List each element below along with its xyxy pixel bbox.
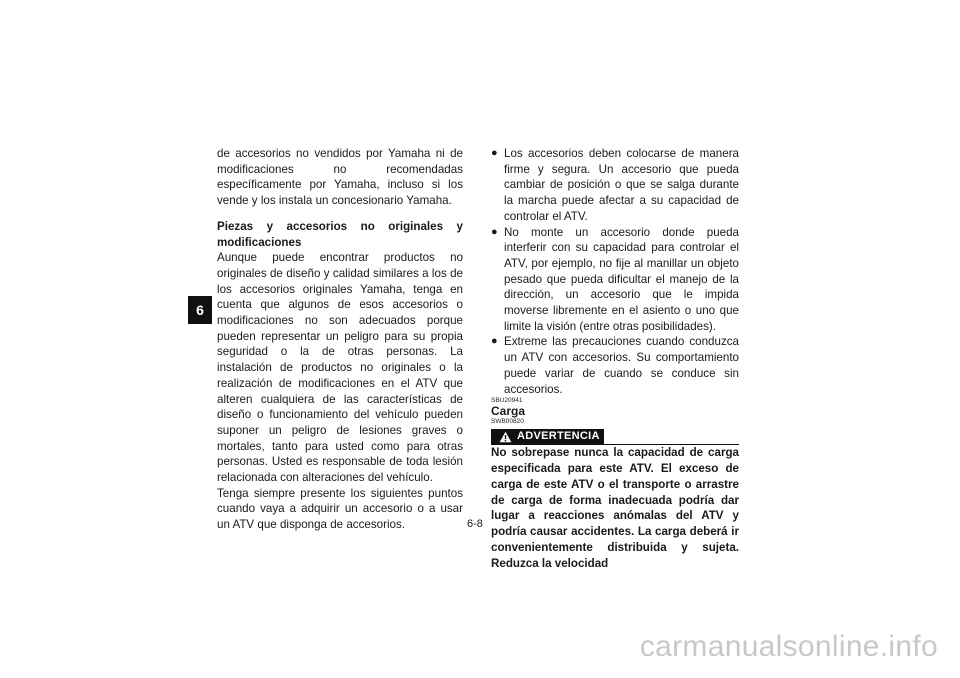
list-item — [491, 146, 739, 225]
chapter-tab: 6 — [188, 296, 212, 324]
bullet-text: Los accesorios deben colocarse de manera firme y segura. Un accesorio que pueda cambiar de posición o que se salga durante la marcha puede afectar a su capacidad de controlar el ATV. — [504, 147, 739, 223]
page-number: 6-8 — [467, 518, 483, 530]
intro-paragraph: de accesorios no vendidos por Yamaha ni de modificaciones no recomendadas específicamente por Yamaha, incluso si los vende y los instala un concesionario Yamaha. — [217, 147, 463, 208]
accessory-bullet-list — [491, 146, 739, 397]
warning-triangle-icon — [499, 431, 512, 443]
watermark: carmanualsonline.info — [639, 630, 938, 663]
right-column — [491, 146, 739, 572]
warning-header — [491, 428, 739, 445]
warning-code: SWB00820 — [491, 418, 524, 426]
bullet-text: Extreme las precauciones cuando conduzca un ATV con accesorios. Su comportamiento puede variar de cuando se conduce sin accesorios. — [504, 335, 739, 396]
warning-label: ADVERTENCIA — [517, 430, 600, 443]
bullet-icon: ● — [491, 335, 498, 348]
bullet-icon: ● — [491, 225, 498, 238]
body-paragraph-2: Tenga siempre presente los siguientes puntos cuando vaya a adquirir un accesorio o a usar un ATV que disponga de accesorios. — [217, 486, 463, 532]
left-column — [217, 146, 463, 533]
section-title: Carga — [491, 404, 526, 419]
bullet-text: No monte un accesorio donde pueda interferir con su capacidad para controlar el ATV, por ejemplo, no fije al manillar un objeto pesado que pueda dificultar el manejo de la dirección, un accesorio que le impida moverse libremente en el asiento o uno que limite la visión (entre otras posibilidades). — [504, 225, 739, 333]
subheading-non-original-parts: Piezas y accesorios no originales y modificaciones — [217, 219, 463, 249]
body-paragraph-1: Aunque puede encontrar productos no originales de diseño y calidad similares a los de los accesorios originales Yamaha, tenga en cuenta que algunos de esos accesorios o modificaciones no son adecuados porque pueden representar un peligro para su propia seguridad o la de otras personas. La instalación de productos no originales o la realización de modificaciones en el ATV que alteren cualquiera de las características de diseño o funcionamiento del vehículo pueden suponer un peligro de lesiones graves o mortales, tanto para usted como para otras personas. Usted es responsable de toda lesión relacionada con alteraciones del vehículo. — [217, 251, 463, 485]
list-item — [491, 225, 739, 335]
section-code: SBU20941 — [491, 397, 523, 405]
list-item — [491, 334, 739, 397]
warning-text: No sobrepase nunca la capacidad de carga especificada para este ATV. El exceso de carga de este ATV o el transporte o arrastre de carga de forma inadecuada podría dar lugar a reacciones anómalas del ATV y podría causar accidentes. La carga deberá ir convenientemente distribuida y sujeta. Reduzca la velocidad — [491, 446, 739, 570]
bullet-icon: ● — [491, 147, 498, 159]
warning-badge — [491, 429, 604, 445]
